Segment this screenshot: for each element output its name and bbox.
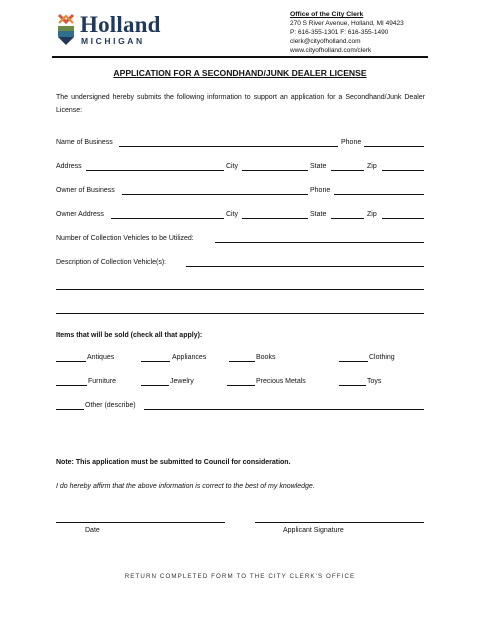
item-toys: Toys <box>367 378 382 385</box>
name-of-business-field[interactable] <box>119 146 338 147</box>
clothing-checkline[interactable] <box>339 361 368 362</box>
item-books: Books <box>256 354 276 361</box>
phone-field[interactable] <box>364 146 424 147</box>
owner-phone-field[interactable] <box>334 194 424 195</box>
other-describe-field[interactable] <box>144 409 424 410</box>
vehicle-description-line-2[interactable] <box>56 289 424 290</box>
label-date: Date <box>85 527 100 534</box>
item-appliances: Appliances <box>172 354 207 361</box>
owner-zip-field[interactable] <box>382 218 424 219</box>
label-owner-of-business: Owner of Business <box>56 187 115 194</box>
label-name-of-business: Name of Business <box>56 139 113 146</box>
office-website[interactable]: www.cityofholland.com/clerk <box>290 47 372 54</box>
label-state: State <box>310 163 327 170</box>
toys-checkline[interactable] <box>339 385 366 386</box>
date-field[interactable] <box>56 522 225 523</box>
header-divider <box>52 56 428 58</box>
office-address: 270 S River Avenue, Holland, MI 49423 <box>290 20 404 27</box>
item-other: Other (describe) <box>85 402 136 409</box>
label-zip: Zip <box>367 163 377 170</box>
item-antiques: Antiques <box>87 354 115 361</box>
applicant-signature-field[interactable] <box>255 522 424 523</box>
vehicle-description-line-3[interactable] <box>56 313 424 314</box>
items-heading: Items that will be sold (check all that apply): <box>56 332 203 339</box>
furniture-checkline[interactable] <box>56 385 87 386</box>
form-title: APPLICATION FOR A SECONDHAND/JUNK DEALER LICENSE <box>113 68 367 78</box>
item-furniture: Furniture <box>88 378 117 385</box>
item-precious-metals: Precious Metals <box>256 378 306 385</box>
books-checkline[interactable] <box>229 361 255 362</box>
owner-state-field[interactable] <box>331 218 364 219</box>
precious-metals-checkline[interactable] <box>227 385 255 386</box>
vehicle-description-field[interactable] <box>186 266 424 267</box>
label-vehicle-description: Description of Collection Vehicle(s): <box>56 259 167 266</box>
jewelry-checkline[interactable] <box>141 385 169 386</box>
label-owner-state: State <box>310 211 327 218</box>
num-vehicles-field[interactable] <box>215 242 424 243</box>
holland-windmill-emblem-icon <box>56 12 76 46</box>
appliances-checkline[interactable] <box>141 361 170 362</box>
return-instructions-footer: RETURN COMPLETED FORM TO THE CITY CLERK'S OFFICE <box>124 573 356 580</box>
owner-address-field[interactable] <box>111 218 224 219</box>
antiques-checkline[interactable] <box>56 361 86 362</box>
address-field[interactable] <box>86 170 224 171</box>
office-email[interactable]: clerk@cityofholland.com <box>290 38 361 45</box>
label-phone: Phone <box>341 139 362 146</box>
clerk-office-info <box>290 10 404 55</box>
owner-city-field[interactable] <box>242 218 308 219</box>
label-owner-city: City <box>226 211 239 218</box>
label-owner-zip: Zip <box>367 211 377 218</box>
owner-of-business-field[interactable] <box>122 194 308 195</box>
city-field[interactable] <box>242 170 308 171</box>
label-num-vehicles: Number of Collection Vehicles to be Utilized: <box>56 235 194 242</box>
logo-subtitle: MICHIGAN <box>81 36 145 46</box>
office-phone-fax: P: 616-355-1301 F: 616-355-1490 <box>290 29 389 36</box>
label-city: City <box>226 163 239 170</box>
other-checkline[interactable] <box>56 409 84 410</box>
office-title: Office of the City Clerk <box>290 11 364 18</box>
item-jewelry: Jewelry <box>170 378 194 385</box>
logo-wordmark: Holland <box>80 12 161 37</box>
label-address: Address <box>56 163 82 170</box>
form-intro: The undersigned hereby submits the following information to support an application for a Secondhand/Junk Dealer License: <box>56 94 425 114</box>
label-owner-address: Owner Address <box>56 211 104 218</box>
label-owner-phone: Phone <box>310 187 331 194</box>
item-clothing: Clothing <box>369 354 395 361</box>
zip-field[interactable] <box>382 170 424 171</box>
council-note: Note: This application must be submitted to Council for consideration. <box>56 459 291 466</box>
state-field[interactable] <box>331 170 364 171</box>
holland-logo <box>56 10 176 52</box>
affirmation-statement: I do hereby affirm that the above information is correct to the best of my knowledge. <box>56 483 315 490</box>
label-applicant-signature: Applicant Signature <box>283 527 344 534</box>
